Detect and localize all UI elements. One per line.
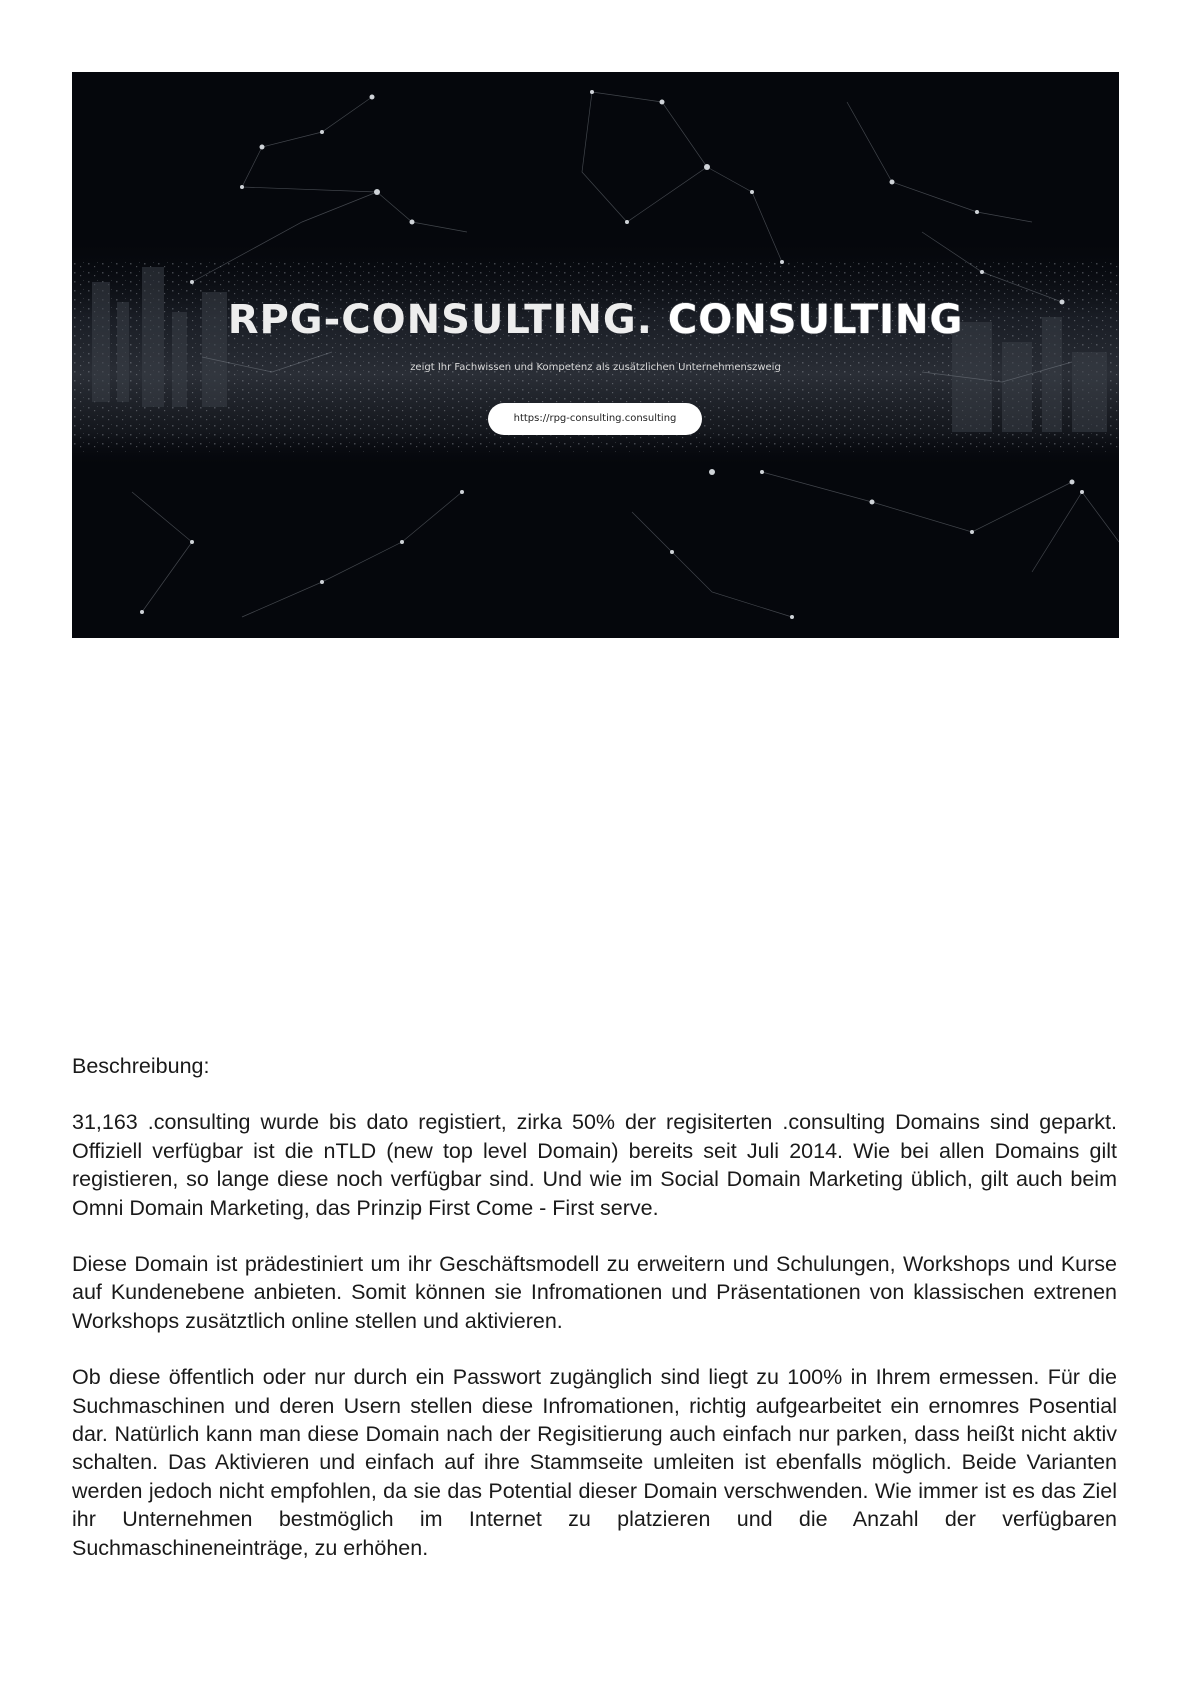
hero-url-button[interactable]: https://rpg-consulting.consulting [488, 403, 702, 435]
hero-subtitle: zeigt Ihr Fachwissen und Kompetenz als zusätzlichen Unternehmenszweig [410, 362, 781, 373]
hero-title [72, 297, 1119, 343]
description-heading: Beschreibung: [72, 1054, 210, 1078]
description-paragraph-3: Ob diese öffentlich oder nur durch ein Passwort zugänglich sind liegt zu 100% in Ihrem ermessen. Für die Suchmaschinen und deren Usern stellen diese Infromationen, richtig aufgearbeitet ein ernomres Posential dar. Natürlich kann man diese Domain nach der Regisitierung auch einfach nur parken, dass heißt nicht aktiv schalten. Das Aktivieren und einfach auf ihre Stammseite umleiten ist ebenfalls möglich. Beide Varianten werden jedoch nicht empfohlen, da sie das Potential dieser Domain verschwenden. Wie immer ist es das Ziel ihr Unternehmen bestmöglich im Internet zu platzieren und die Anzahl der verfügbaren Suchmaschineneinträge, zu erhöhen. [72, 1365, 1117, 1560]
hero-title-light: RPG-CONSULTING. [227, 297, 653, 343]
description-section [72, 1052, 1117, 1590]
city-network-background [72, 72, 1119, 638]
description-paragraph-1: 31,163 .consulting wurde bis dato registiert, zirka 50% der regisiterten .consulting Domains sind geparkt. Offiziell verfügbar ist die nTLD (new top level Domain) bereits seit Juli 2014. Wie bei allen Domains gilt registieren, so lange diese noch verfügbar sind. Und wie im Social Domain Marketing üblich, gilt auch beim Omni Domain Marketing, das Prinzip First Come - First serve. [72, 1110, 1117, 1220]
description-paragraph-2: Diese Domain ist prädestiniert um ihr Geschäftsmodell zu erweitern und Schulungen, Workshops und Kurse auf Kundenebene anbieten. Somit können sie Infromationen und Präsentationen von klassischen extrenen Workshops zusätztlich online stellen und aktivieren. [72, 1252, 1117, 1333]
hero-title-bold: CONSULTING [667, 297, 964, 343]
hero-banner [72, 72, 1119, 638]
